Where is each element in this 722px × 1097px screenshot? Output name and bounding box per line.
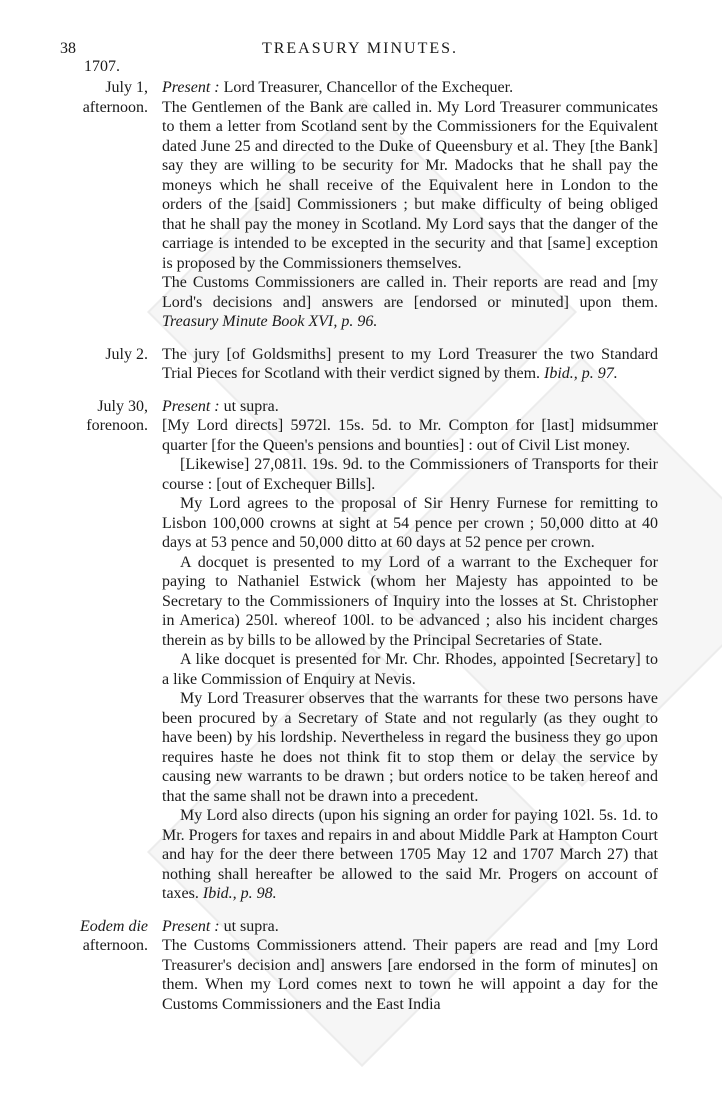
paragraph: A like docquet is presented for Mr. Chr. Rhodes, appointed [Secretary] to a like Commission of Enquiry at Nevis. [162, 651, 658, 688]
time-of-day: afternoon. [82, 937, 148, 954]
entry-body [162, 345, 658, 384]
minute-entry [0, 397, 722, 904]
paragraph: A docquet is presented to my Lord of a warrant to the Exchequer for paying to Nathaniel Estwick (whom her Majesty has appointed to be Secretary to the Commissioners of Inquiry into the losses at St. Christopher in America) 250l. whereof 100l. to be advanced ; also his incident charges therein as by bills to be allowed by the Principal Secretaries of State. [162, 553, 658, 649]
paragraph: [My Lord directs] 5972l. 15s. 5d. to Mr. Compton for [last] midsummer quarter [for the Queen's pensions and bounties] : out of Civil List money. [162, 417, 658, 454]
date-line: Eodem die [80, 917, 148, 935]
present-text: ut supra. [219, 917, 279, 935]
source-reference: Ibid., p. 97. [544, 365, 618, 382]
page-header [60, 40, 660, 62]
year-label: 1707. [84, 58, 120, 75]
entry-body [162, 397, 658, 904]
paragraph: The Customs Commissioners attend. Their papers are read and [my Lord Treasurer's decision and] answers [are endorsed in the form of minutes] on them. When my Lord comes next to town he will appoint a day for the Customs Commissioners and the East India [162, 937, 658, 1013]
date-line: July 1, [105, 79, 148, 96]
paragraph-text: The Customs Commissioners are called in. Their reports are read and [my Lord's decisions and] answers are [endorsed or minuted] upon them. [162, 274, 658, 311]
paragraph [162, 345, 658, 384]
paragraph: [Likewise] 27,081l. 19s. 9d. to the Commissioners of Transports for their course : [out of Exchequer Bills]. [162, 456, 658, 493]
source-reference: Treasury Minute Book XVI, p. 96. [162, 313, 378, 330]
entry-body [162, 78, 658, 332]
present-text: ut supra. [219, 397, 279, 415]
present-label: Present : [162, 917, 220, 935]
paragraph: My Lord Treasurer observes that the warrants for these two persons have been procured by a Secretary of State and not regularly (as they ought to have been) by his lordship. Nevertheless in regard the business they go upon requires haste he does not think fit to stop them or delay the service by causing new warrants to be drawn ; but orders notice to be taken hereof and that the same shall not be drawn into a precedent. [162, 690, 658, 805]
page-number: 38 [60, 40, 76, 57]
present-label: Present : [162, 79, 220, 96]
source-reference: Ibid., p. 98. [202, 885, 277, 902]
paragraph: My Lord agrees to the proposal of Sir Henry Furnese for remitting to Lisbon 100,000 crowns at sight at 54 pence per crown ; 50,000 ditto at 40 days at 53 pence and 50,000 ditto at 60 days at 52 pence per crown. [162, 495, 658, 551]
entry-date [0, 78, 162, 332]
paragraph [162, 806, 658, 904]
present-label: Present : [162, 397, 220, 415]
paragraph [162, 273, 658, 332]
present-line [162, 917, 658, 937]
minutes-entries [0, 78, 722, 1027]
present-text: Lord Treasurer, Chancellor of the Exchequer. [219, 79, 514, 96]
minute-entry [0, 78, 722, 332]
present-line [162, 397, 658, 417]
present-line [162, 78, 658, 98]
date-line: July 2. [105, 345, 148, 363]
running-title: TREASURY MINUTES. [261, 40, 459, 57]
time-of-day: afternoon. [82, 98, 148, 116]
time-of-day: forenoon. [86, 417, 148, 434]
entry-body [162, 917, 658, 1015]
minute-entry [0, 917, 722, 1015]
entry-date [0, 397, 162, 904]
date-line: July 30, [97, 397, 148, 415]
paragraph-text: The jury [of Goldsmiths] present to my Lord Treasurer the two Standard Trial Pieces for Scotland with their verdict signed by them. [162, 345, 658, 382]
minute-entry [0, 345, 722, 384]
entry-date [0, 917, 162, 1015]
paragraph: The Gentlemen of the Bank are called in. My Lord Treasurer communicates to them a letter from Scotland sent by the Commissioners for the Equivalent dated June 25 and directed to the Duke of Queensbury et al. They [the Bank] say they are willing to be security for Mr. Madocks that he shall pay the moneys which he shall receive of the Equivalent here in London to the orders of the [said] Commissioners ; but make difficulty of being obliged that he shall pay the money in Scotland. My Lord says that the danger of the carriage is intended to be excepted in the security and that [same] exception is proposed by the Commissioners themselves. [162, 98, 658, 272]
entry-date [0, 345, 162, 384]
paragraph-text: My Lord also directs (upon his signing an order for paying 102l. 5s. 1d. to Mr. Progers for taxes and repairs in and about Middle Park at Hampton Court and hay for the deer there between 1705 May 12 and 1707 March 27) that nothing shall hereafter be allowed to the said Mr. Progers on account of taxes. [162, 807, 658, 902]
